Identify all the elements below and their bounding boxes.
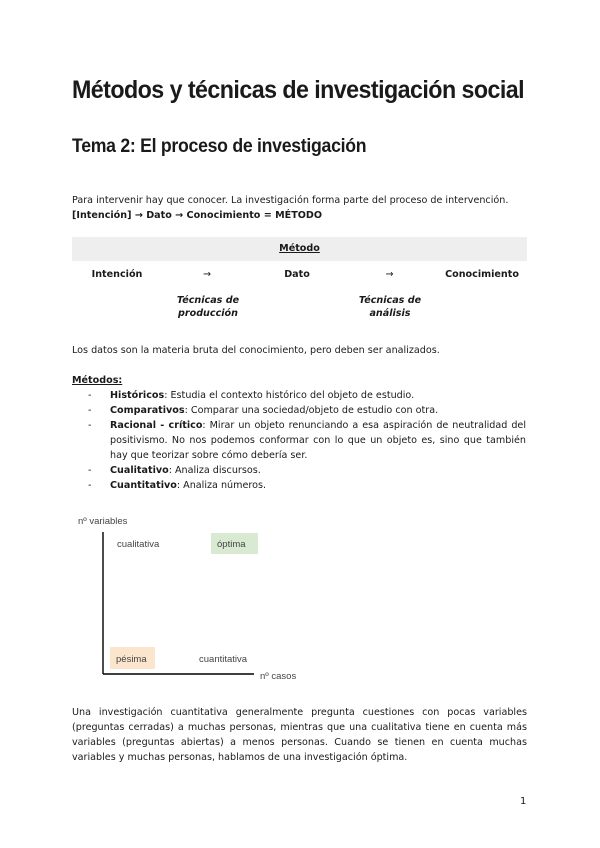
- page-number: 1: [520, 796, 527, 807]
- metodos-heading: Métodos:: [72, 375, 123, 386]
- metodos-list: [88, 388, 526, 493]
- list-item-term: Históricos: [110, 390, 165, 401]
- method-table: [72, 237, 527, 321]
- intro-line: Para intervenir hay que conocer. La investigación forma parte del proceso de intervención.: [72, 195, 509, 206]
- table-arrow-1: →: [202, 269, 212, 280]
- list-item: - Cuantitativo: Analiza números.: [88, 480, 267, 491]
- table-arrow-2: →: [385, 269, 394, 280]
- list-item-desc: : Comparar una sociedad/objeto de estudio con otra.: [184, 405, 439, 416]
- table-cell-dato: Dato: [284, 269, 310, 280]
- list-item: - Racional - crítico: Mirar un objeto renunciando a esa aspiración de neutralidad del positivismo. No nos podemos conformar con lo que un objeto es, sino que también hay que teorizar sobre cómo debería ser.: [88, 420, 526, 461]
- intro-paragraph: [72, 193, 508, 223]
- intro-formula: [Intención] → Dato → Conocimiento: [72, 210, 261, 221]
- label-cualitativa: cualitativa: [117, 539, 160, 550]
- datos-paragraph: Los datos son la materia bruta del conocimiento, pero deben ser analizados.: [72, 345, 440, 356]
- list-item-desc: : Analiza discursos.: [168, 465, 261, 476]
- method-table-header: [72, 237, 527, 261]
- list-item-term: Cuantitativo: [110, 480, 177, 491]
- table-cell-intencion: Intención: [91, 269, 143, 280]
- label-optima: óptima: [217, 539, 246, 550]
- list-item: - Comparativos: Comparar una sociedad/objeto de estudio con otra.: [88, 405, 439, 416]
- table-cell-tecnicas-produccion: Técnicas de producción: [176, 295, 240, 319]
- table-cell-conocimiento: Conocimiento: [445, 269, 519, 280]
- label-pesima: pésima: [116, 654, 147, 665]
- conclusion-paragraph: Una investigación cuantitativa generalmente pregunta cuestiones con pocas variables (preguntas cerradas) a muchas personas, mientras que una cualitativa tiene en cuenta más variables (preguntas abiertas) a menos personas. Cuando se tienen en cuenta muchas variables y muchas personas, hablamos de una investigación óptima.: [72, 707, 527, 763]
- list-item-term: Racional - crítico: [110, 420, 203, 431]
- list-item: - Cualitativo: Analiza discursos.: [88, 465, 261, 476]
- section-title: Tema 2: El proceso de investigación: [72, 136, 367, 157]
- x-axis-label: nº casos: [260, 671, 297, 682]
- quadrant-diagram: [76, 512, 326, 684]
- document-title: Métodos y técnicas de investigación social: [72, 76, 525, 104]
- list-item-desc: : Mirar un objeto renunciando a esa aspiración de neutralidad del positivismo. No nos podemos conformar con lo que un objeto es, sino que también hay que teorizar sobre cómo debería ser.: [110, 420, 526, 461]
- y-axis-label: nº variables: [78, 516, 128, 527]
- table-cell-tecnicas-analisis: Técnicas de análisis: [358, 295, 422, 319]
- list-item-term: Comparativos: [110, 405, 185, 416]
- list-item-term: Cualitativo: [110, 465, 169, 476]
- intro-formula-result: = MÉTODO: [260, 210, 323, 221]
- list-item: - Históricos: Estudia el contexto histórico del objeto de estudio.: [88, 390, 415, 401]
- method-table-header-label: Método: [279, 243, 320, 254]
- label-cuantitativa: cuantitativa: [199, 654, 248, 665]
- list-item-desc: : Analiza números.: [176, 480, 267, 491]
- list-item-desc: : Estudia el contexto histórico del objeto de estudio.: [164, 390, 415, 401]
